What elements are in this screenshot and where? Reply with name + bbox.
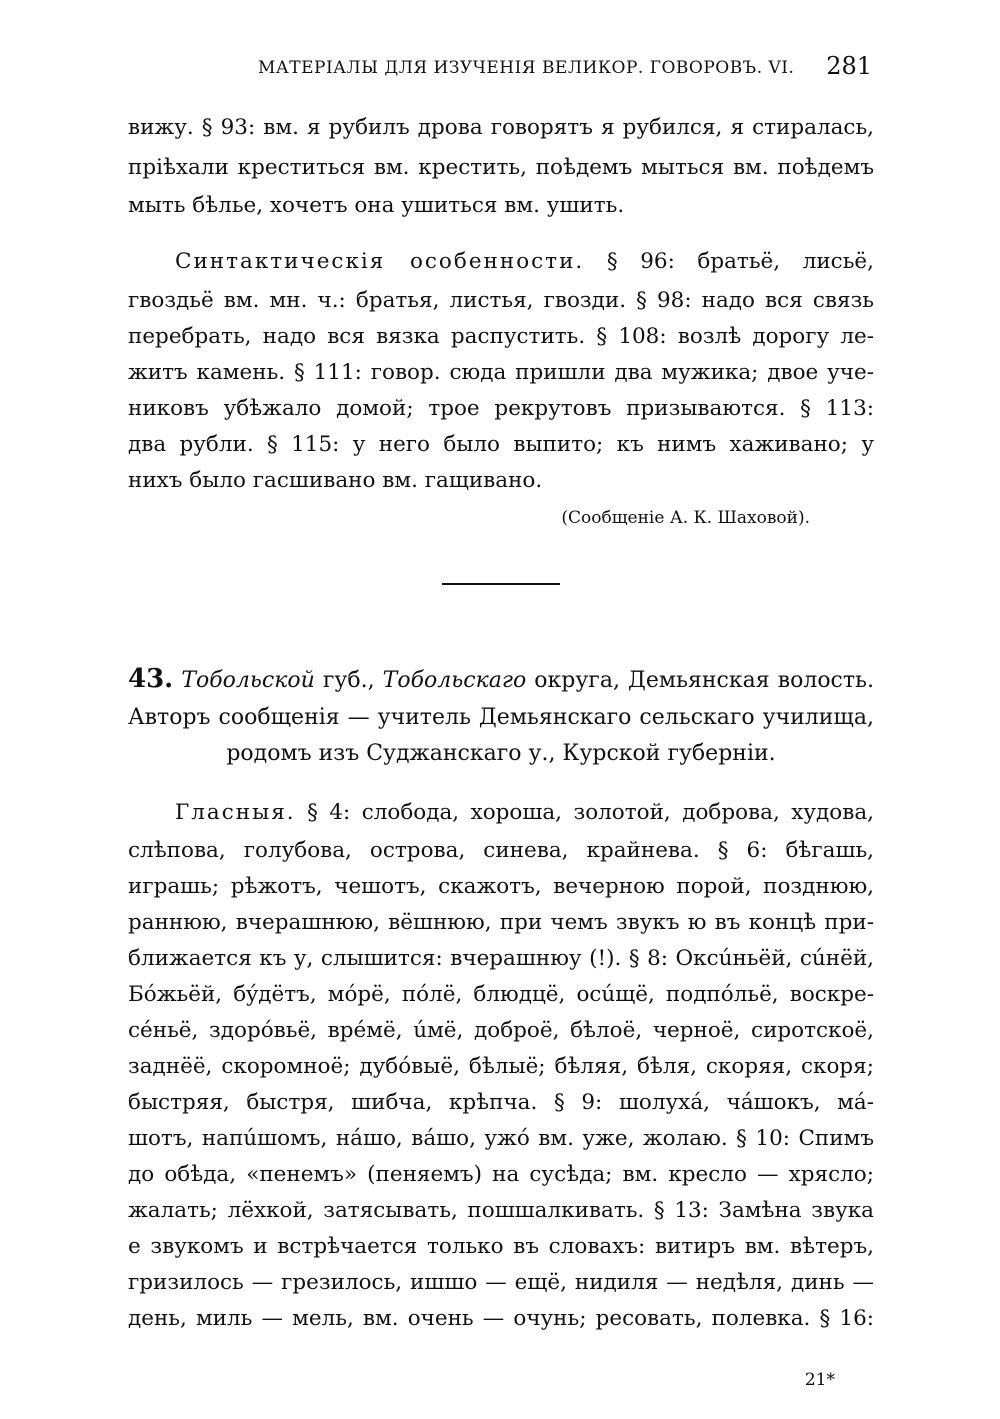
province-name: Тобольской <box>181 668 315 693</box>
text-line: перебрать, надо вся вязка распустить. § 108: возлѣ дорогу ле- <box>128 324 874 349</box>
section-heading-line: Авторъ сообщенія — учитель Демьянскаго сельскаго училища, <box>128 705 874 730</box>
section-divider <box>442 583 560 585</box>
text-line: до обѣда, «пенемъ» (пеняемъ) на сусѣда; вм. кресло — хрясло; <box>128 1162 874 1187</box>
text-line: играшь; рѣжотъ, чешотъ, скажотъ, вечерною порой, позднюю, <box>128 874 874 899</box>
text-line: нихъ было гасшивано вм. гащивано. <box>128 468 543 493</box>
text-line: жалать; лёхкой, затясывать, пошшалкивать. § 13: Замѣна звука <box>128 1198 874 1223</box>
running-title: МАТЕРІАЛЫ ДЛЯ ИЗУЧЕНІЯ ВЕЛИКОР. ГОВОРОВЪ. VI. <box>258 58 795 78</box>
text-line: шотъ, напúшомъ, нáшо, вáшо, ужó вм. уже, жолаю. § 10: Спимъ <box>128 1126 874 1151</box>
section-heading-line: родомъ изъ Суджанскаго у., Курской губерніи. <box>226 741 776 766</box>
text-line: мыть бѣлье, хочетъ она ушиться вм. ушить. <box>128 193 625 218</box>
text-line: два рубли. § 115: у него было выпито; къ нимъ хаживано; у <box>128 432 874 457</box>
text-line: е звукомъ и встрѣчается только въ словахъ: витиръ вм. вѣтеръ, <box>128 1234 874 1259</box>
paragraph-lead-rest: § 4: слобода, хороша, золотой, доброва, худова, <box>307 800 874 825</box>
text-line: житъ камень. § 111: говор. сюда пришли два мужика; двое уче- <box>128 360 874 385</box>
province-rest: губ., <box>322 668 375 693</box>
paragraph-lead-rest: § 96: братьё, лисьё, <box>606 249 874 274</box>
text-line: слѣпова, голубова, острова, синева, крайнева. § 6: бѣгашь, <box>128 838 874 863</box>
paragraph-first-line <box>175 795 874 831</box>
paragraph-lead: Синтактическія особенности. <box>175 249 585 274</box>
text-line: сéньё, здорóвьё, врéмё, úмё, доброё, бѣлоё, черноё, сиротскоё, <box>128 1018 874 1043</box>
printer-signature: 21* <box>804 1370 835 1390</box>
text-line: гризилось — грезилось, ишшо — ещё, нидиля — недѣля, динь — <box>128 1270 874 1295</box>
text-line: ближается къ у, слышится: вчерашнюу (!). § 8: Оксúньёй, сúнёй, <box>128 946 874 971</box>
text-line: гвоздьё вм. мн. ч.: братья, листья, гвозди. § 98: надо вся связь <box>128 288 874 313</box>
text-line: пріѣхали креститься вм. крестить, поѣдемъ мыться вм. поѣдемъ <box>128 155 874 180</box>
attribution: (Сообщеніе А. К. Шаховой). <box>561 508 810 528</box>
paragraph-first-line <box>175 244 874 280</box>
district-rest: округа, Демьянская волость. <box>534 668 875 693</box>
text-line: заднёё, скоромноё; дубóвыё, бѣлыё; бѣляя, бѣля, скоряя, скоря; <box>128 1054 874 1079</box>
text-line: раннюю, вчерашнюю, вёшнюю, при чемъ звукъ ю въ концѣ при- <box>128 910 874 935</box>
text-line: день, миль — мель, вм. очень — очунь; ресовать, полевка. § 16: <box>128 1306 874 1331</box>
district-name: Тобольскаго <box>382 668 527 693</box>
text-line: вижу. § 93: вм. я рубилъ дрова говорятъ я рубился, я стиралась, <box>128 115 874 140</box>
section-heading-line <box>128 661 874 699</box>
paragraph-lead: Гласныя. <box>175 800 296 825</box>
text-line: быстряя, быстря, шибча, крѣпча. § 9: шолухá, чáшокъ, мá- <box>128 1090 874 1115</box>
page-number: 281 <box>826 52 872 80</box>
text-line: Бóжьёй, бýдётъ, мóрё, пóлё, блюдцё, осúщё, подпóльё, воскре- <box>128 982 874 1007</box>
text-line: никовъ убѣжало домой; трое рекрутовъ призываются. § 113: <box>128 396 874 421</box>
section-number: 43. <box>128 664 174 694</box>
